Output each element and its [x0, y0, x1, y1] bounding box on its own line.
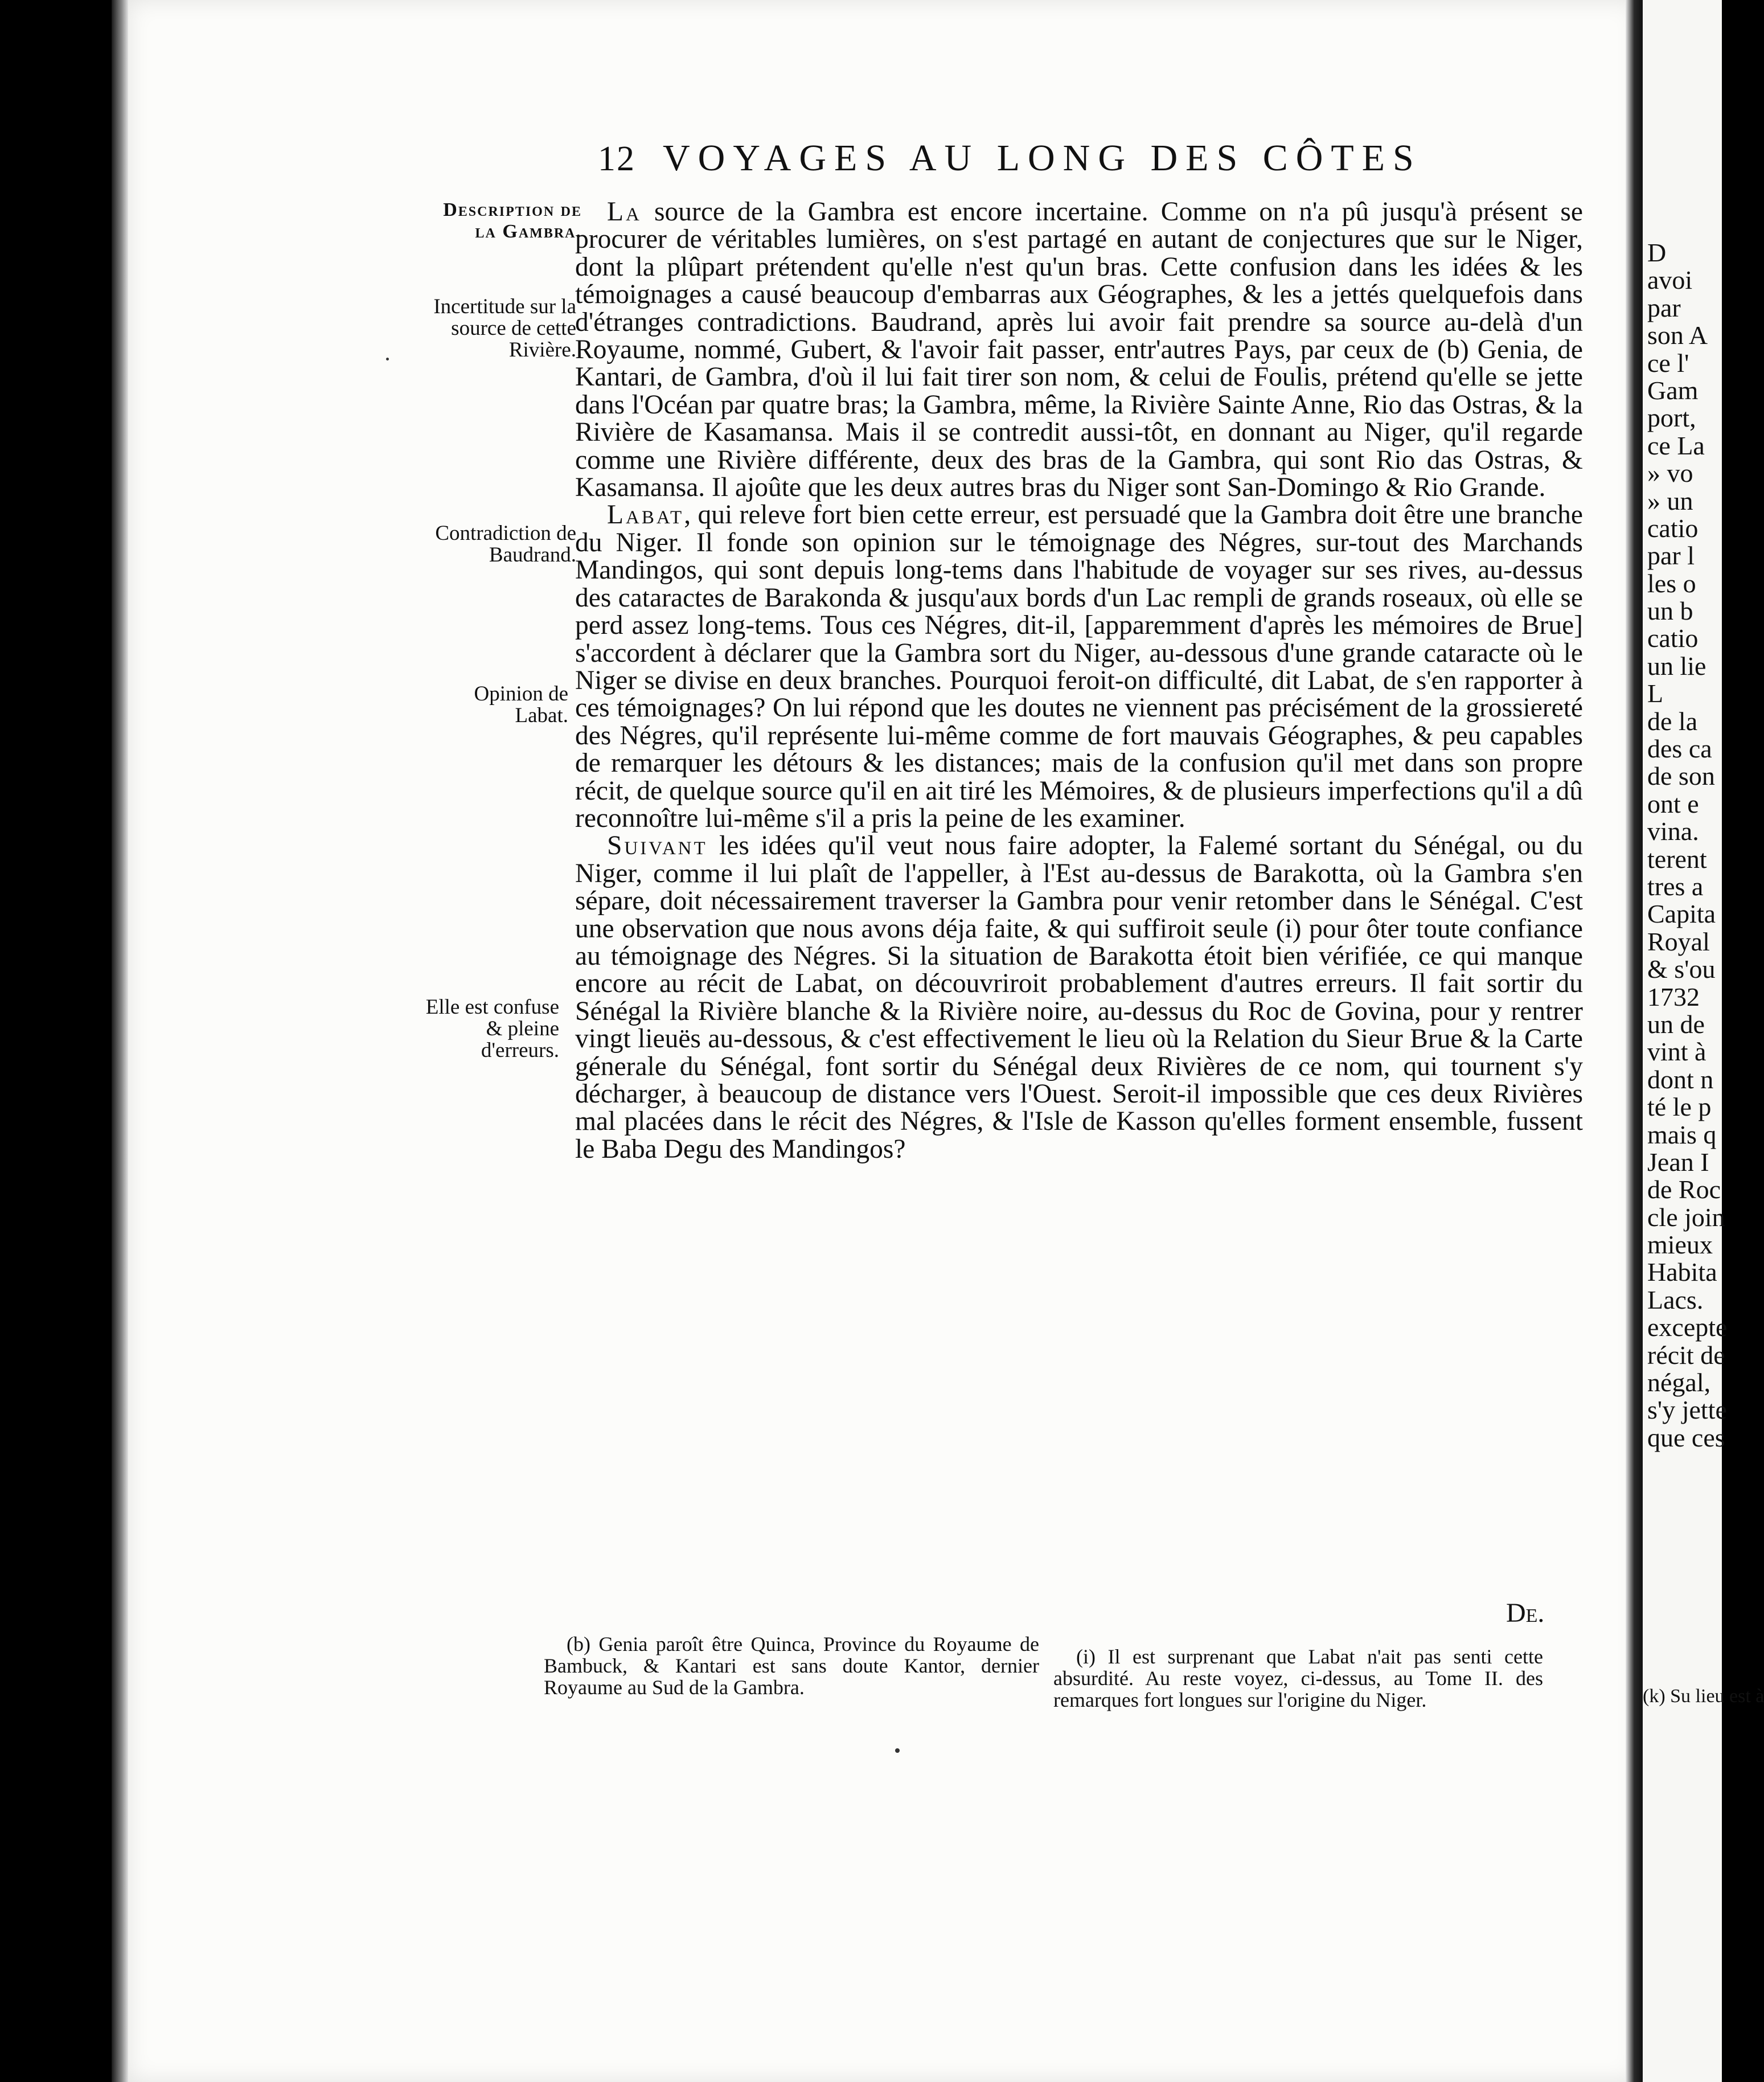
paragraph-lead-word: Labat	[607, 500, 684, 530]
facing-line: cle join	[1647, 1202, 1725, 1232]
facing-line: Jean I	[1647, 1147, 1709, 1177]
facing-line: mieux	[1647, 1230, 1713, 1260]
facing-line: tres a	[1647, 871, 1704, 901]
main-text	[575, 198, 1583, 1163]
marginal-note-opinion: Opinion de Labat.	[474, 682, 568, 727]
ink-speck	[386, 358, 389, 360]
paragraph-text: source de la Gambra est encore incertaine. Comme on n'a pû jusqu'à présent se procurer de véritables lumières, on s'est partagé en autant de conjectures que sur le Niger, dont la plûpart prétendent qu'elle n'est qu'un bras. Cette confusion dans les idées & les témoignages a causé beaucoup d'embarras aux Géographes, & les a jettés quelquefois dans d'étranges contradictions. Baudrand, après lui avoir fait prendre sa source au-delà d'un Royaume, nommé, Gubert, & l'avoir fait passer, entr'autres Pays, par ceux de (b) Genia, de Kantari, de Gambra, d'où il lui fait tirer son nom, & celui de Foulis, prétend qu'elle se jette dans l'Océan par quatre bras; la Gambra, même, la Rivière Sainte Anne, Rio das Ostras, & la Rivière de Kasamansa. Mais il se contredit aussi-tôt, en donnant au Niger, qu'il regarde comme une Rivière différente, deux des bras de la Gambra, qui sont Rio das Ostras, & Kasamansa. Il ajoûte que les deux autres bras du Niger sont San-Domingo & Rio Grande.	[575, 197, 1583, 503]
facing-line: ont e	[1647, 789, 1699, 818]
facing-line: Habita	[1647, 1257, 1717, 1287]
facing-line: ce l'	[1647, 348, 1689, 378]
facing-footnote: (k) Su lieu est à	[1643, 1686, 1764, 1707]
footnote-b: (b) Genia paroît être Quinca, Province du Royaume de Bambuck, & Kantari est sans doute Kantor, dernier Royaume au Sud de la Gambra.	[544, 1633, 1039, 1699]
facing-line: négal,	[1647, 1368, 1711, 1397]
facing-line: vint à	[1647, 1037, 1706, 1067]
facing-line: des ca	[1647, 734, 1712, 764]
paragraph-suivant	[575, 832, 1583, 1163]
facing-line: té le p	[1647, 1092, 1712, 1122]
facing-line: L	[1647, 679, 1664, 708]
book-gutter	[1626, 0, 1643, 2082]
facing-line: de son	[1647, 761, 1715, 791]
facing-line: Gam	[1647, 375, 1699, 405]
paragraph-gambra-source	[575, 198, 1583, 501]
facing-line: & s'ou	[1647, 954, 1716, 984]
facing-line: s'y jette	[1647, 1395, 1727, 1425]
facing-line: vina.	[1647, 817, 1699, 846]
facing-line: ce La	[1647, 431, 1705, 460]
facing-line: que ces	[1647, 1423, 1725, 1452]
facing-page-lines	[1647, 239, 1761, 1452]
paragraph-text: les idées qu'il veut nous faire adopter, la Falemé sortant du Sénégal, ou du Niger, comme il lui plaît de l'appeller, à l'Est au-dessus de Barakotta, où la Gambra s'en sépare, doit nécessairement traverser la Gambra pour venir retomber dans le Sénégal. C'est une observation que nous avons déja faite, & qui suffiroit seule (i) pour ôter toute confiance au témoignage des Négres. Si la situation de Barakotta étoit bien vérifiée, ce qui manque encore au récit de Labat, on découvriroit probablement d'autres erreurs. Il fait sortir du Sénégal la Rivière blanche & la Rivière noire, au-dessus du Roc de Govina, pour y rentrer vingt lieuës au-dessous, & c'est effectivement le lieu où la Relation du Sieur Brue & la Carte génerale du Sénégal, font sortir du Sénégal deux Rivières de ce nom, qui tournent s'y décharger, à beaucoup de distance vers l'Ouest. Seroit-il impossible que ces deux Rivières mal placées dans le récit des Négres, & l'Isle de Kasson qu'elles forment ensemble, fussent le Baba Degu des Mandingos?	[575, 831, 1583, 1164]
paragraph-lead-word: Suivant	[607, 831, 708, 861]
page-edge	[112, 0, 129, 2082]
facing-line: dont n	[1647, 1064, 1714, 1094]
facing-line: un lie	[1647, 651, 1706, 681]
running-title: VOYAGES AU LONG DES CÔTES	[663, 137, 1422, 179]
facing-line: Royal	[1647, 927, 1710, 956]
facing-line: un b	[1647, 596, 1693, 626]
paragraph-lead-word: La	[607, 197, 642, 227]
paragraph-labat	[575, 501, 1583, 832]
marginal-note-description: Description de la Gambra.	[443, 199, 582, 242]
facing-line: de la	[1647, 706, 1698, 736]
ink-speck	[895, 1748, 900, 1753]
facing-line: Lacs.	[1647, 1285, 1704, 1314]
facing-line: port,	[1647, 403, 1696, 433]
facing-line: Capita	[1647, 899, 1716, 929]
page-number: 12	[598, 140, 635, 178]
catchword: De.	[1506, 1598, 1545, 1628]
facing-line: son A	[1647, 321, 1708, 350]
marginal-note-confuse: Elle est confuse & pleine d'erreurs.	[425, 995, 559, 1062]
paragraph-text: , qui releve fort bien cette erreur, est persuadé que la Gambra doit être une branche du Niger. Il fonde son opinion sur le témoignage des Négres, sur-tout des Marchands Mandingos, qui sont depuis long-tems dans l'habitude de voyager sur ses rives, au-dessus des cataractes de Barakonda & jusqu'aux bords d'un Lac rempli de grands roseaux, où elle se perd assez long-tems. Tous ces Négres, dit-il, [apparemment d'après les mémoires de Brue] s'accordent à déclarer que la Gambra sort du Niger, au-dessous d'une grande cataracte où le Niger se divise en deux branches. Pourquoi feroit-on difficulté, dit Labat, de s'en rapporter à ces témoignages? On lui répond que les doutes ne viennent pas précisément de la grossiereté des Négres, qu'il représente lui-même comme de fort mauvais Géographes, & peu capables de remarquer les détours & les distances; mais de la confusion qu'il met dans son propre récit, de quelque source qu'il en ait tiré les Mémoires, & de plusieurs imperfections qu'il a dû reconnoître lui-même s'il a pris la peine de les examiner.	[575, 500, 1583, 833]
running-header	[598, 137, 1526, 194]
facing-line: excepte	[1647, 1313, 1728, 1342]
footnote-i: (i) Il est surprenant que Labat n'ait pas senti cette absurdité. Au reste voyez, ci-dessus, au Tome II. des remarques fort longues sur l'origine du Niger.	[1053, 1645, 1543, 1711]
marginal-note-contradiction: Contradiction de Baudrand.	[435, 522, 576, 567]
facing-line: mais q	[1647, 1120, 1717, 1149]
facing-line: par	[1647, 293, 1681, 322]
facing-line: » vo	[1647, 458, 1693, 488]
facing-line: un de	[1647, 1009, 1705, 1039]
facing-page	[1643, 0, 1764, 2082]
facing-line: de Roc	[1647, 1175, 1721, 1204]
facing-line: par l	[1647, 541, 1695, 571]
facing-line: récit de	[1647, 1340, 1725, 1370]
facing-line: terent	[1647, 844, 1707, 874]
facing-line: D	[1647, 238, 1667, 267]
marginal-note-incertitude: Incertitude sur la source de cette Rivière.	[433, 295, 576, 362]
facing-line: catio	[1647, 624, 1699, 653]
facing-line: 1732	[1647, 982, 1700, 1011]
facing-line: avoi	[1647, 265, 1693, 295]
facing-line: les o	[1647, 568, 1696, 598]
facing-line: catio	[1647, 513, 1699, 543]
facing-line: » un	[1647, 486, 1693, 515]
